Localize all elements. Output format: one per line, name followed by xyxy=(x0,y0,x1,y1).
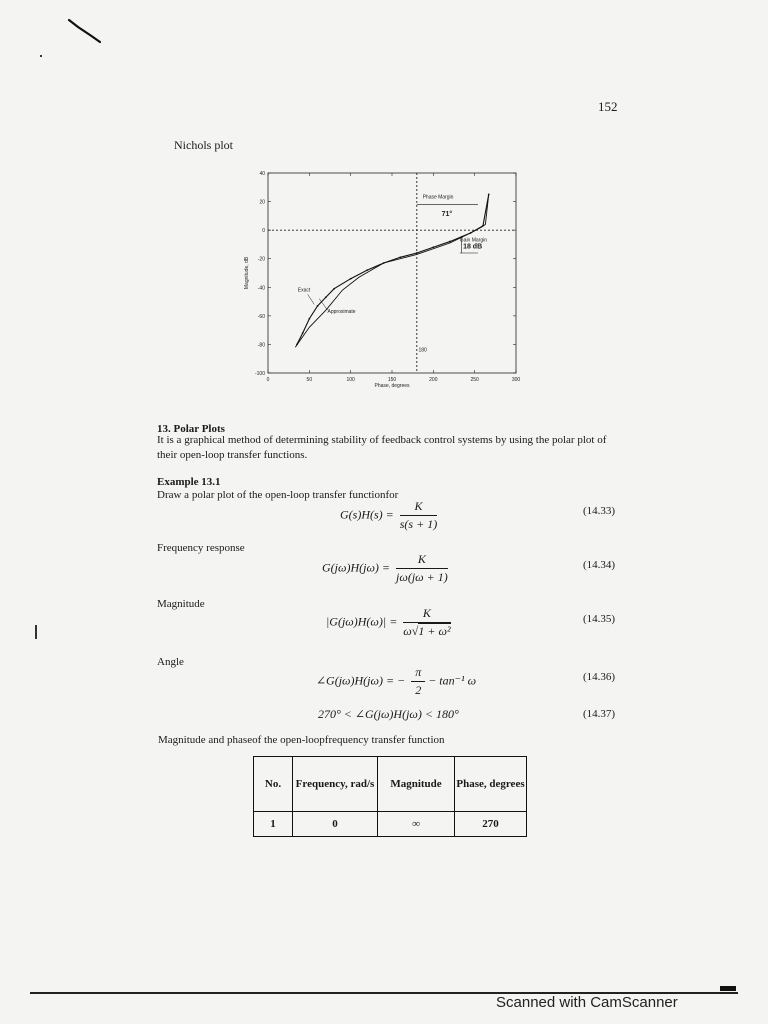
gain-margin-label: Gain Margin xyxy=(459,237,488,244)
eq-numerator: K xyxy=(403,606,450,623)
eq-numerator: K xyxy=(400,499,437,516)
series-line-approximate xyxy=(295,194,488,347)
x-tick-label: 250 xyxy=(470,377,479,383)
table-header-cell: No. xyxy=(254,757,293,812)
exact-label: Exact xyxy=(297,287,311,294)
equation-14-37: 270° < ∠G(jω)H(jω) < 180° xyxy=(318,707,459,721)
eq-denominator: jω(jω + 1) xyxy=(396,570,448,584)
data-point xyxy=(350,278,352,280)
equation-14-33 xyxy=(340,499,437,532)
scan-corner-mark xyxy=(720,986,736,991)
eq-fraction xyxy=(400,499,437,532)
scanner-watermark: Scanned with CamScanner xyxy=(496,994,678,1011)
eq-lhs: G(jω)H(jω) = xyxy=(322,560,391,575)
page-number: 152 xyxy=(598,99,618,114)
eq-denominator xyxy=(403,623,450,639)
equation-number: (14.35) xyxy=(583,613,616,625)
equation-14-35 xyxy=(326,606,451,639)
approximate-label: Approximate xyxy=(327,309,356,315)
scan-speck xyxy=(40,55,42,57)
x-tick-label: 50 xyxy=(306,377,313,383)
example-text: Draw a polar plot of the open-loop transfer functionfor xyxy=(157,489,399,501)
data-point xyxy=(308,318,310,320)
phase-180-label: 180 xyxy=(418,347,427,354)
table-cell: ∞ xyxy=(378,812,455,837)
table-header-cell: Phase, degrees xyxy=(455,757,527,812)
x-tick-label: 150 xyxy=(387,377,397,383)
eq-denominator: 2 xyxy=(415,683,422,697)
sqrt-sign: √ xyxy=(411,624,419,638)
y-tick-label: 40 xyxy=(259,171,265,177)
y-tick-label: 20 xyxy=(259,199,265,206)
table-cell: 0 xyxy=(293,812,378,837)
table-header-cell: Magnitude xyxy=(378,757,455,812)
equation-14-34 xyxy=(322,552,448,585)
y-tick-label: -40 xyxy=(257,285,265,292)
y-tick-label: -20 xyxy=(257,256,265,263)
data-point xyxy=(416,252,418,254)
eq-rhs: − tan⁻¹ ω xyxy=(428,673,477,688)
table-caption: Magnitude and phaseof the open-loopfrequency transfer function xyxy=(158,734,445,746)
y-axis-label: Magnitude, dB xyxy=(244,256,250,290)
eq-fraction xyxy=(403,606,450,639)
example-heading: Example 13.1 xyxy=(157,476,221,488)
section-13-heading: 13. Polar Plots xyxy=(157,423,225,435)
eq-numerator: π xyxy=(411,665,425,682)
x-tick-label: 300 xyxy=(511,377,521,383)
exact-leader xyxy=(308,294,315,304)
y-tick-label: -80 xyxy=(257,342,265,349)
section-13-text: It is a graphical method of determining stability of feedback control systems by using the polar plot of their open-loop transfer functions. xyxy=(157,434,607,461)
table-cell: 270 xyxy=(455,812,527,837)
gain-margin-value: 18 dB xyxy=(463,243,483,251)
equation-number: (14.37) xyxy=(583,708,616,720)
data-point xyxy=(317,305,319,307)
y-tick-label: 0 xyxy=(262,228,265,235)
eq-numerator: K xyxy=(396,552,448,569)
table-cell: 1 xyxy=(254,812,293,837)
eq-radicand: 1 + ω² xyxy=(418,624,451,638)
scan-stroke-mark xyxy=(66,15,106,45)
x-tick-label: 200 xyxy=(429,377,438,383)
eq-lhs: |G(jω)H(ω)| = xyxy=(326,614,398,629)
magnitude-phase-table xyxy=(253,756,527,837)
equation-number: (14.33) xyxy=(583,505,616,517)
frequency-response-label: Frequency response xyxy=(157,542,245,554)
x-axis-label: Phase, degrees xyxy=(374,383,410,389)
data-point xyxy=(333,288,335,290)
magnitude-label: Magnitude xyxy=(157,598,205,610)
phase-margin-value: 71° xyxy=(441,210,453,218)
eq-fraction xyxy=(396,552,448,585)
eq-fraction xyxy=(411,665,425,698)
angle-label: Angle xyxy=(157,656,184,668)
equation-14-36 xyxy=(316,665,476,698)
data-point xyxy=(432,246,434,248)
equation-number: (14.34) xyxy=(583,559,616,571)
data-point xyxy=(302,332,304,334)
eq-lhs: ∠G(jω)H(jω) = − xyxy=(316,673,406,688)
eq-denominator-omega: ω xyxy=(403,624,412,638)
data-point xyxy=(366,269,368,271)
scan-edge-mark xyxy=(35,625,37,639)
nichols-section-label: Nichols plot xyxy=(174,138,233,152)
y-tick-label: -60 xyxy=(257,313,265,320)
x-tick-label: 0 xyxy=(266,377,270,383)
nichols-chart xyxy=(232,165,532,395)
data-point xyxy=(325,296,327,298)
phase-margin-label: Phase Margin xyxy=(422,194,454,201)
eq-lhs: G(s)H(s) = xyxy=(340,507,394,522)
plot-frame xyxy=(268,173,516,373)
equation-number: (14.36) xyxy=(583,671,616,683)
table-header-cell: Frequency, rad/s xyxy=(293,757,378,812)
y-tick-label: -100 xyxy=(254,371,265,377)
table-header-row xyxy=(254,757,527,812)
series-line-exact xyxy=(297,194,489,344)
eq-denominator: s(s + 1) xyxy=(399,517,438,531)
data-point xyxy=(399,256,401,258)
table-row xyxy=(254,812,527,837)
x-tick-label: 100 xyxy=(346,377,355,383)
